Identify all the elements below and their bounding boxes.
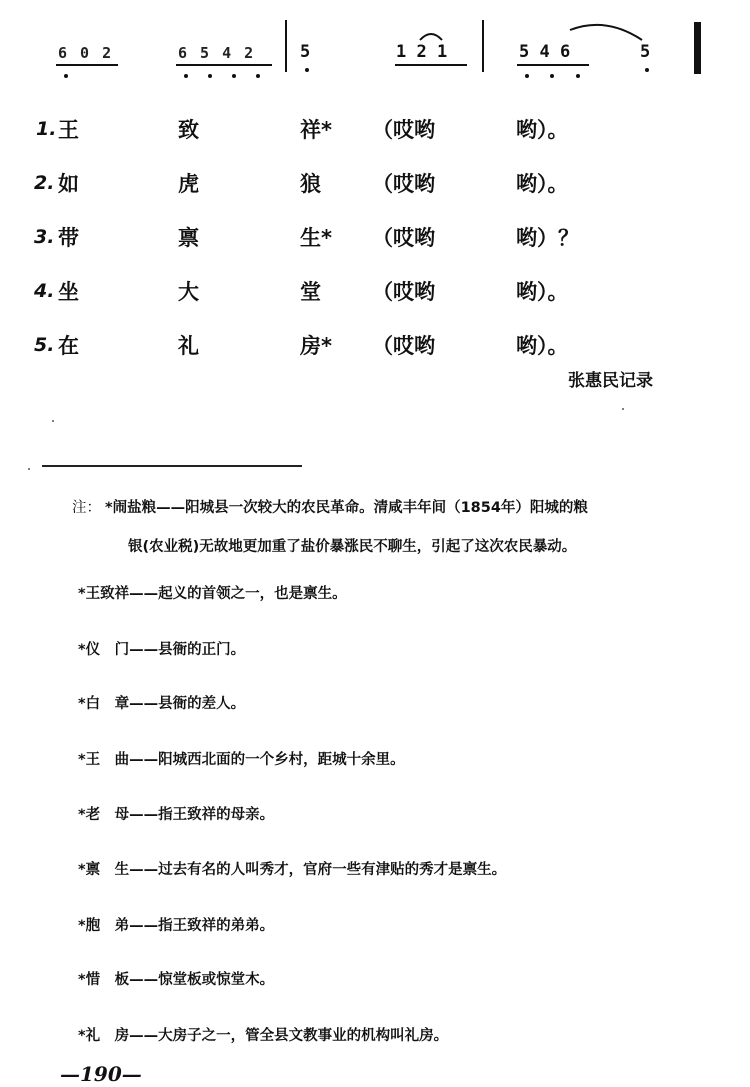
footnote-divider [42,465,302,467]
print-speck [622,408,624,410]
footnote-desc: ——起义的首领之一，也是禀生。 [129,586,347,602]
footnote-term: *惜 板 [78,972,130,988]
low-dot [576,74,580,78]
low-dot [645,68,649,72]
footnote-term: *白 章 [78,696,130,712]
beam-line [56,64,118,66]
lyric-word: 生* [300,226,332,250]
lyric-word: 狼 [300,172,321,196]
low-dot [305,68,309,72]
lyric-line [0,108,750,148]
print-speck [28,468,30,470]
note-5: 5 [640,42,651,62]
line-number: 1. [36,118,57,140]
footnote-desc: ——过去有名的人叫秀才，官府一些有津贴的秀才是禀生。 [129,862,507,878]
lyric-word: （哎哟 [372,280,435,304]
lyric-word: 哟）。 [516,334,569,358]
line-number: 3. [34,226,55,248]
footnote-desc: ——县衙的正门。 [129,642,246,658]
footnote-term: *王致祥 [78,586,130,602]
beam-line [176,64,272,66]
footnote-item [78,914,274,935]
notation-fragment: 6 5 4 2 [178,44,256,62]
lyric-line [0,270,750,310]
bar-line [285,20,287,72]
tie-arc [568,20,646,44]
footnote-term: *王 曲 [78,752,130,768]
note-5: 5 [300,42,311,62]
low-dot [550,74,554,78]
footnote-item [78,968,274,989]
footnote-term: *礼 房 [78,1028,130,1044]
footnote-desc: ——指王致祥的母亲。 [129,807,275,823]
footnote-desc: ——指王致祥的弟弟。 [129,918,275,934]
lyric-word: （哎哟 [372,172,435,196]
lyric-word: 房* [300,334,332,358]
lyric-line [0,324,750,364]
notation-fragment: 6 0 2 [58,44,114,62]
beam-line [517,64,589,66]
footnote-prefix: 注： [72,500,101,516]
footnote-item [78,582,347,603]
footnote-item [78,692,245,713]
lyric-word: 大 [178,280,199,304]
footnote-item [78,858,506,879]
low-dot [64,74,68,78]
lyric-word: 虎 [178,172,199,196]
lyric-word: 带 [58,226,79,250]
lyric-word: 坐 [58,280,79,304]
lyric-word: 礼 [178,334,199,358]
bar-line [482,20,484,72]
footnote-term: *仪 门 [78,642,130,658]
lyric-word: 哟）。 [516,280,569,304]
final-bar-line [694,22,701,74]
lyric-word: 哟）。 [516,172,569,196]
music-notation [0,0,750,100]
footnote-item [78,748,405,769]
recorder-credit: 张惠民记录 [568,371,653,391]
lyric-word: 如 [58,172,79,196]
footnote-item [78,638,245,659]
lyric-word: 禀 [178,226,199,250]
footnote-item [78,1024,448,1045]
footnote-item [78,803,274,824]
footnote-text: *闹盐粮——阳城县一次较大的农民革命。清咸丰年间（1854年）阳城的粮 [105,500,588,516]
footnote-desc: ——大房子之一，管全县文教事业的机构叫礼房。 [129,1028,449,1044]
lyric-word: （哎哟 [372,226,435,250]
lyric-word: 堂 [300,280,321,304]
footnote-continuation: 银(农业税)无故地更加重了盐价暴涨民不聊生，引起了这次农民暴动。 [128,539,577,555]
low-dot [208,74,212,78]
low-dot [525,74,529,78]
lyric-word: 王 [58,118,79,142]
print-speck [52,420,54,422]
beam-line [395,64,467,66]
footnote-term: *胞 弟 [78,918,130,934]
line-number: 5. [34,334,55,356]
low-dot [256,74,260,78]
footnote-term: *老 母 [78,807,130,823]
lyric-line [0,216,750,256]
low-dot [184,74,188,78]
footnote-desc: ——惊堂板或惊堂木。 [129,972,275,988]
footnote-term: *禀 生 [78,862,130,878]
footnote-desc: ——阳城西北面的一个乡村，距城十余里。 [129,752,405,768]
low-dot [232,74,236,78]
note-121: 1 2 1 [396,42,448,62]
footnote-first-line [72,496,588,517]
lyric-line [0,162,750,202]
lyric-word: （哎哟 [372,334,435,358]
line-number: 2. [34,172,55,194]
lyric-word: 哟）。 [516,118,569,142]
lyric-word: 致 [178,118,199,142]
lyric-word: 哟）？ [516,226,579,250]
slur-arc [418,28,444,42]
note-546: 5 4 6 [519,42,571,62]
line-number: 4. [34,280,55,302]
lyric-word: （哎哟 [372,118,435,142]
lyric-word: 祥* [300,118,332,142]
footnote-desc: ——县衙的差人。 [129,696,246,712]
lyric-word: 在 [58,334,79,358]
page-number: —190— [60,1062,142,1086]
